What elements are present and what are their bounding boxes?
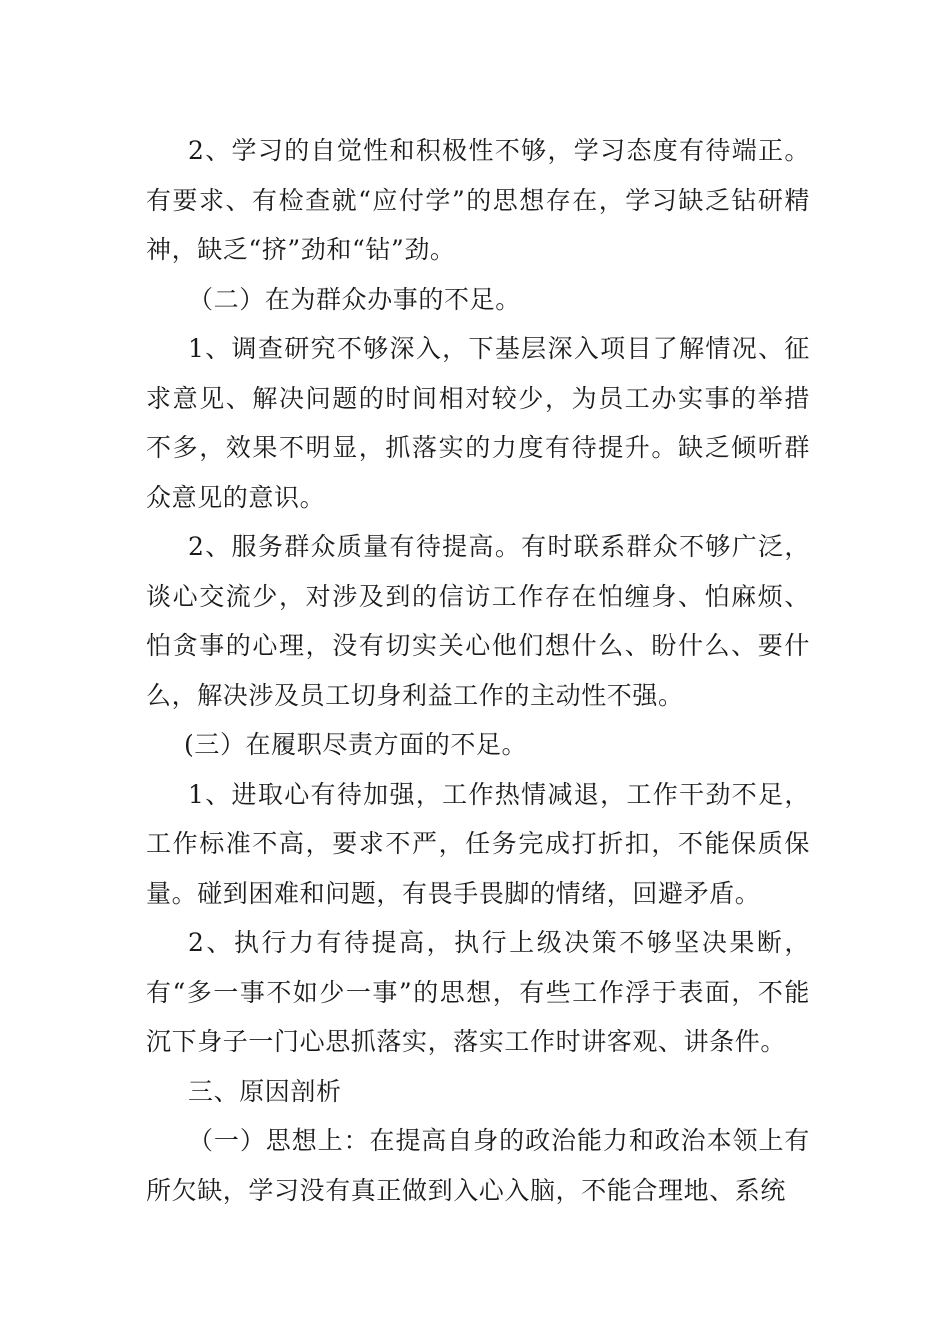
paragraph-execution: 2、执行力有待提高，执行上级决策不够坚决果断，有“多一事不如少一事”的思想，有些工作浮于表面，不能沉下身子一门心思抓落实，落实工作时讲客观、讲条件。 (146, 928, 810, 1056)
paragraph-investigation: 1、调查研究不够深入，下基层深入项目了解情况、征求意见、解决问题的时间相对较少，为员工办实事的举措不多，效果不明显，抓落实的力度有待提升。缺乏倾听群众意见的意识。 (146, 334, 810, 512)
document-body (146, 126, 810, 1215)
paragraph-enterprise: 1、进取心有待加强，工作热情减退，工作干劲不足，工作标准不高，要求不严，任务完成打折扣，不能保质保量。碰到困难和问题，有畏手畏脚的情绪，回避矛盾。 (146, 779, 810, 908)
heading-serving-masses: （二）在为群众办事的不足。 (188, 284, 521, 314)
paragraph-ideology: （一）思想上：在提高自身的政治能力和政治本领上有所欠缺，学习没有真正做到入心入脑，不能合理地、系统 (146, 1126, 810, 1205)
paragraph-service-quality: 2、服务群众质量有待提高。有时联系群众不够广泛，谈心交流少，对涉及到的信访工作存在怕缠身、怕麻烦、怕贪事的心理，没有切实关心他们想什么、盼什么、要什么，解决涉及员工切身利益工作的主动性不强。 (146, 532, 810, 710)
heading-cause-analysis: 三、原因剖析 (188, 1076, 342, 1106)
paragraph-study-attitude: 2、学习的自觉性和积极性不够，学习态度有待端正。有要求、有检查就“应付学”的思想存在，学习缺乏钻研精神，缺乏“挤”劲和“钻”劲。 (146, 136, 810, 264)
heading-duty-performance: (三）在履职尽责方面的不足。 (184, 730, 528, 759)
